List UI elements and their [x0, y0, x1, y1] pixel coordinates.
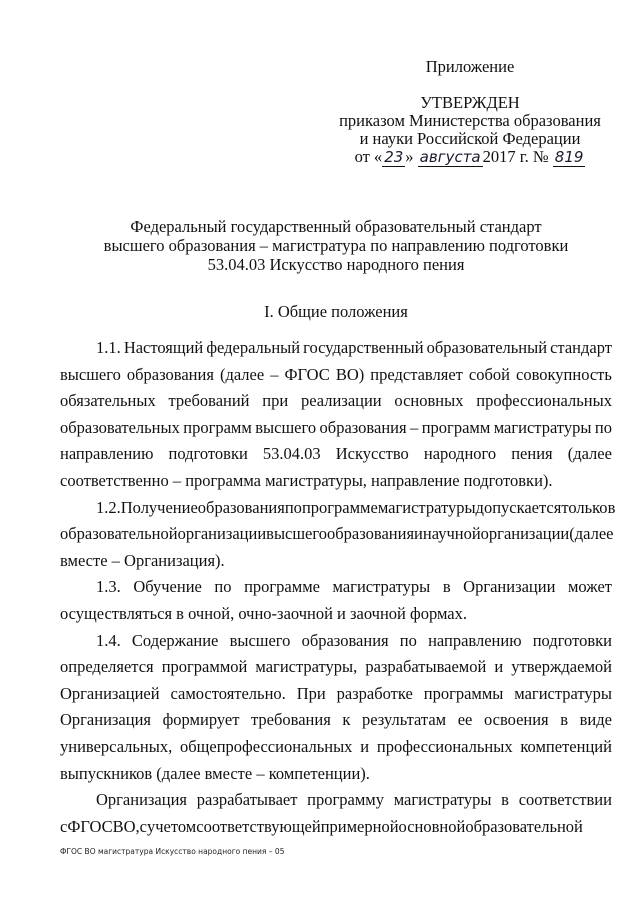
- word: подготовки: [532, 630, 612, 650]
- word: только: [561, 497, 608, 517]
- paragraph-line: [60, 814, 612, 841]
- word: требования: [251, 710, 331, 730]
- word: государственный: [303, 338, 424, 357]
- order-line-2: и науки Российской Федерации: [359, 129, 581, 148]
- word: При: [296, 683, 326, 703]
- paragraph-line: [60, 681, 612, 708]
- word: соответственно – программа магистратуры, направление подготовки).: [60, 470, 553, 490]
- approval-block: [330, 58, 610, 167]
- word: высшего: [266, 524, 327, 544]
- word: основных: [394, 391, 464, 411]
- word: образовательный: [426, 338, 548, 357]
- word: магистратуры,: [255, 657, 358, 677]
- paragraph-line: [60, 521, 612, 548]
- word: по: [284, 497, 302, 517]
- word: магистратуры: [332, 577, 431, 597]
- word: 1.3.: [96, 577, 121, 597]
- word: Искусство: [335, 444, 409, 464]
- paragraph-line: [60, 495, 616, 522]
- word: программой: [161, 657, 248, 677]
- word: примерной: [320, 816, 399, 836]
- word: требований: [168, 391, 250, 411]
- word: образовательной: [60, 524, 178, 544]
- word: федеральный: [206, 338, 301, 357]
- paragraph-line: [60, 548, 612, 575]
- word: 53.04.03: [262, 444, 321, 464]
- word: по: [594, 417, 612, 437]
- word: разработке: [336, 683, 413, 703]
- word: (далее: [567, 444, 612, 464]
- word: Содержание: [131, 630, 219, 650]
- word: может: [567, 577, 612, 597]
- word: Настоящий: [123, 338, 204, 357]
- word: ФГОС: [284, 364, 330, 384]
- word: утверждаемой: [511, 657, 612, 677]
- document-body: [60, 335, 616, 840]
- word: 1.4.: [96, 630, 121, 650]
- word: ВО): [335, 364, 365, 384]
- word: программе: [301, 497, 378, 517]
- word: компетенций: [520, 736, 612, 756]
- word: вместе – Организация).: [60, 550, 225, 570]
- paragraph-line: [60, 654, 612, 681]
- word: научной: [422, 524, 481, 544]
- word: Организацией: [60, 683, 160, 703]
- paragraph-line: [60, 601, 612, 628]
- word: с: [60, 816, 68, 836]
- date-mid: »: [405, 147, 414, 166]
- word: организации: [480, 524, 570, 544]
- word: народного: [423, 444, 497, 464]
- paragraph: [60, 335, 612, 495]
- word: при: [262, 391, 289, 411]
- date-day-handwritten: 23: [384, 148, 404, 166]
- word: в: [501, 790, 509, 810]
- word: основной: [398, 816, 466, 836]
- word: программы: [423, 683, 504, 703]
- word: программ: [421, 417, 491, 437]
- word: в: [607, 497, 616, 517]
- word: ВО,: [112, 816, 140, 836]
- paragraph-line: [60, 734, 612, 761]
- paragraph-line: [60, 628, 612, 655]
- word: организации: [177, 524, 267, 544]
- paragraph-line: [60, 441, 612, 468]
- paragraph: [60, 787, 612, 840]
- word: высшего: [60, 364, 121, 384]
- word: выпускников (далее вместе – компетенции).: [60, 763, 370, 783]
- word: разрабатываемой: [365, 657, 487, 677]
- word: с: [139, 816, 147, 836]
- word: освоения: [483, 710, 549, 730]
- word: и: [494, 657, 504, 677]
- order-line-1: приказом Министерства образования: [339, 111, 601, 130]
- word: пения: [511, 444, 553, 464]
- word: ФГОС: [67, 816, 113, 836]
- paragraph-line: [60, 415, 612, 442]
- approved-label: УТВЕРЖДЕН: [420, 93, 520, 112]
- word: магистратуры: [377, 497, 476, 517]
- word: высшего: [229, 630, 291, 650]
- date-month-handwritten: августа: [419, 148, 481, 166]
- paragraph-line: [60, 787, 612, 814]
- paragraph-line: [60, 388, 612, 415]
- title-line-1: Федеральный государственный образовательный стандарт: [130, 217, 542, 236]
- word: и: [360, 736, 370, 756]
- title-line-3: 53.04.03 Искусство народного пения: [207, 255, 465, 274]
- paragraph-line: [60, 468, 612, 495]
- word: образования: [319, 417, 407, 437]
- word: Организации: [463, 577, 556, 597]
- paragraph-line: [60, 707, 612, 734]
- word: –: [270, 364, 279, 384]
- word: Организация: [60, 710, 152, 730]
- word: Получение: [120, 497, 198, 517]
- word: учетом: [147, 816, 197, 836]
- word: высшего: [255, 417, 317, 437]
- word: программу: [307, 790, 384, 810]
- word: образования: [197, 497, 285, 517]
- word: и: [414, 524, 423, 544]
- word: магистратуры: [493, 417, 592, 437]
- word: по: [399, 630, 417, 650]
- word: направлению: [60, 444, 154, 464]
- paragraph: [60, 574, 612, 627]
- word: образования: [301, 630, 389, 650]
- word: разрабатывает: [196, 790, 298, 810]
- word: –: [410, 417, 419, 437]
- word: образовательной: [465, 816, 583, 836]
- word: универсальных,: [60, 736, 173, 756]
- document-title: [60, 217, 612, 274]
- word: подготовки: [168, 444, 248, 464]
- paragraph: [60, 495, 616, 575]
- paragraph: [60, 628, 612, 788]
- word: представляет: [370, 364, 463, 384]
- word: образования: [327, 524, 415, 544]
- word: стандарт: [550, 338, 612, 357]
- paragraph-line: [60, 574, 612, 601]
- word: ее: [457, 710, 473, 730]
- word: общепрофессиональных: [180, 736, 353, 756]
- word: в: [442, 577, 451, 597]
- word: магистратуры: [514, 683, 612, 703]
- word: соответствующей: [196, 816, 321, 836]
- word: результатам: [362, 710, 447, 730]
- order-date-line: [330, 148, 610, 167]
- word: в: [560, 710, 569, 730]
- word: направлению: [428, 630, 522, 650]
- word: соответствии: [518, 790, 612, 810]
- word: образования: [126, 364, 214, 384]
- word: реализации: [301, 391, 382, 411]
- word: профессиональных: [376, 736, 513, 756]
- word: магистратуры: [393, 790, 492, 810]
- word: самостоятельно.: [170, 683, 286, 703]
- paragraph-line: [60, 335, 612, 362]
- word: (далее: [219, 364, 265, 384]
- word: программ: [183, 417, 252, 437]
- word: виде: [579, 710, 612, 730]
- section-heading: I. Общие положения: [264, 302, 408, 321]
- word: определяется: [60, 657, 154, 677]
- paragraph-line: [60, 761, 612, 788]
- paragraph-line: [60, 362, 612, 389]
- word: к: [342, 710, 351, 730]
- date-prefix: от «: [354, 147, 383, 166]
- word: Обучение: [133, 577, 202, 597]
- word: образовательных: [60, 417, 180, 437]
- appendix-label: Приложение: [425, 57, 515, 76]
- word: 1.1.: [96, 338, 121, 357]
- word: 1.2.: [96, 497, 121, 517]
- word: (далее: [569, 524, 614, 544]
- word: собой: [468, 364, 510, 384]
- title-line-2: высшего образования – магистратура по направлению подготовки: [103, 236, 569, 255]
- word: программе: [244, 577, 320, 597]
- word: Организация: [96, 790, 188, 810]
- word: профессиональных: [476, 391, 612, 411]
- word: по: [214, 577, 232, 597]
- word: допускается: [475, 497, 562, 517]
- word: осуществляться в очной, очно-заочной и заочной формах.: [60, 603, 467, 623]
- word: совокупность: [516, 364, 612, 384]
- word: обязательных: [60, 391, 156, 411]
- order-number-handwritten: 819: [554, 148, 584, 166]
- date-year: 2017 г. №: [482, 147, 549, 166]
- page-footer: ФГОС ВО магистратура Искусство народного пения – 05: [60, 847, 285, 856]
- word: формирует: [162, 710, 240, 730]
